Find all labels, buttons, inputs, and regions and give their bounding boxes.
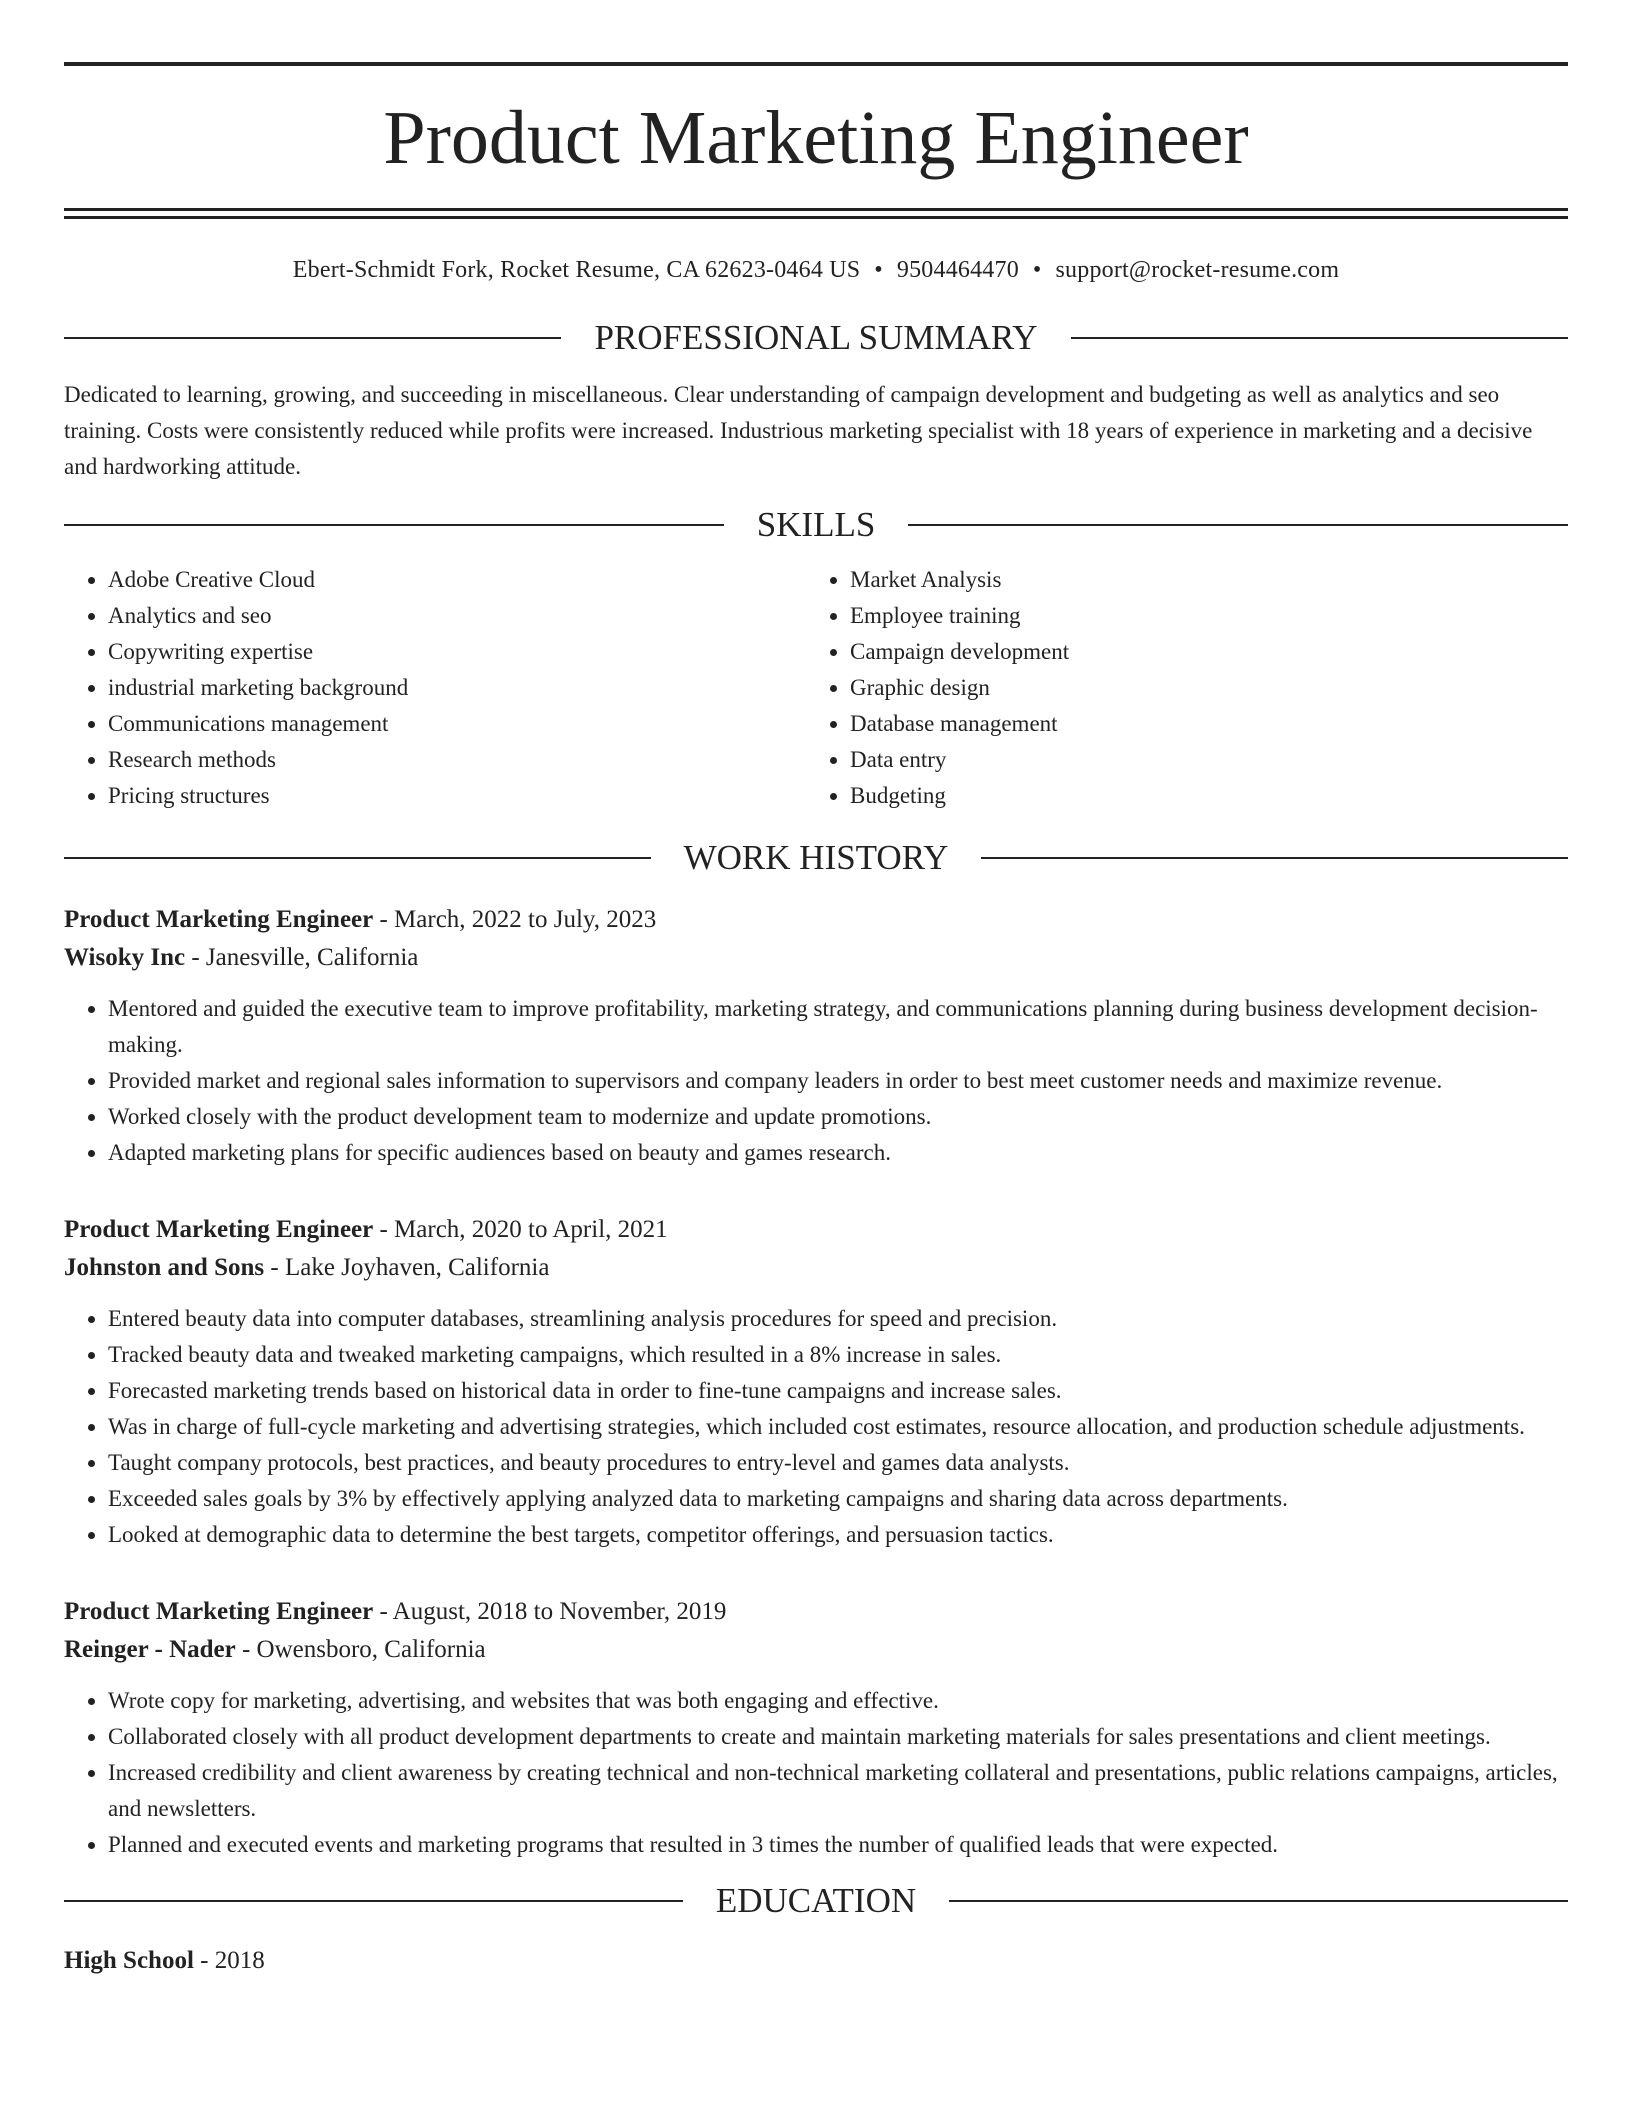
job-location: - Janesville, California	[185, 944, 419, 971]
skill-item: • Research methods	[108, 742, 806, 778]
work-title: WORK HISTORY	[683, 838, 949, 877]
contact-separator: •	[874, 257, 883, 283]
skill-item: • Analytics and seo	[108, 598, 806, 634]
job-bullets	[64, 1683, 1568, 1863]
job-role-line	[64, 1593, 1568, 1631]
work-heading	[64, 840, 1568, 875]
job-role-line	[64, 901, 1568, 939]
heading-rule	[64, 337, 561, 339]
job-bullet: • Wrote copy for marketing, advertising, and websites that was both engaging and effective.	[108, 1683, 1568, 1719]
job-entry	[64, 1211, 1568, 1553]
skill-item: • Budgeting	[850, 778, 1568, 814]
heading-rule	[908, 524, 1568, 526]
job-bullets	[64, 1301, 1568, 1553]
job-bullet: • Provided market and regional sales information to supervisors and company leaders in order to best meet customer needs and maximize revenue.	[108, 1063, 1568, 1099]
heading-rule	[949, 1900, 1568, 1902]
top-rule	[64, 62, 1568, 66]
skill-item: • Communications management	[108, 706, 806, 742]
job-bullet: • Forecasted marketing trends based on historical data in order to fine-tune campaigns and increase sales.	[108, 1373, 1568, 1409]
job-bullet: • Collaborated closely with all product development departments to create and maintain marketing materials for sales presentations and client meetings.	[108, 1719, 1568, 1755]
job-company-line	[64, 1249, 1568, 1287]
summary-text: Dedicated to learning, growing, and succeeding in miscellaneous. Clear understanding of campaign development and budgeting as well as analytics and seo training. Costs were consistently reduced while profits were increased. Industrious marketing specialist with 18 years of experience in marketing and a decisive and hardworking attitude.	[64, 382, 1533, 479]
job-dates: - March, 2022 to July, 2023	[373, 906, 657, 933]
heading-rule	[64, 1900, 683, 1902]
skill-item: • Database management	[850, 706, 1568, 742]
heading-rule	[64, 857, 651, 859]
skills-title: SKILLS	[756, 505, 876, 544]
job-bullet: • Worked closely with the product development team to modernize and update promotions.	[108, 1099, 1568, 1135]
job-bullets	[64, 991, 1568, 1171]
skills-column-left	[64, 562, 806, 814]
skills-list	[64, 562, 1568, 814]
skill-item: • Pricing structures	[108, 778, 806, 814]
job-bullet: • Looked at demographic data to determine the best targets, competitor offerings, and persuasion tactics.	[108, 1517, 1568, 1553]
skill-item: • Adobe Creative Cloud	[108, 562, 806, 598]
job-bullet: • Tracked beauty data and tweaked marketing campaigns, which resulted in a 8% increase in sales.	[108, 1337, 1568, 1373]
skill-item: • Campaign development	[850, 634, 1568, 670]
job-bullet: • Entered beauty data into computer databases, streamlining analysis procedures for speed and precision.	[108, 1301, 1568, 1337]
heading-rule	[1071, 337, 1568, 339]
job-bullet: • Mentored and guided the executive team to improve profitability, marketing strategy, and communications planning during business development decision-making.	[108, 991, 1568, 1063]
contact-email: support@rocket-resume.com	[1055, 257, 1340, 283]
job-company: Reinger - Nader	[64, 1636, 236, 1663]
job-role: Product Marketing Engineer	[64, 1598, 374, 1625]
education-year: - 2018	[193, 1947, 265, 1974]
job-role: Product Marketing Engineer	[64, 1216, 374, 1243]
job-entry	[64, 901, 1568, 1171]
job-company: Wisoky Inc	[64, 944, 186, 971]
education-title: EDUCATION	[715, 1881, 917, 1920]
job-dates: - March, 2020 to April, 2021	[373, 1216, 668, 1243]
skill-item: • Data entry	[850, 742, 1568, 778]
job-role: Product Marketing Engineer	[64, 906, 374, 933]
education-school: High School	[64, 1947, 194, 1974]
skill-item: • Employee training	[850, 598, 1568, 634]
job-entry	[64, 1593, 1568, 1863]
education-entry	[64, 1942, 1568, 1980]
contact-separator: •	[1032, 257, 1042, 283]
job-role-line	[64, 1211, 1568, 1249]
skill-item: • Market Analysis	[850, 562, 1568, 598]
summary-title: PROFESSIONAL SUMMARY	[594, 318, 1038, 357]
skill-item: • Copywriting expertise	[108, 634, 806, 670]
job-company-line	[64, 1631, 1568, 1669]
skill-item: • industrial marketing background	[108, 670, 806, 706]
heading-rule	[981, 857, 1568, 859]
job-location: - Lake Joyhaven, California	[264, 1254, 550, 1281]
job-bullet: • Exceeded sales goals by 3% by effectively applying analyzed data to marketing campaigns and sharing data across departments.	[108, 1481, 1568, 1517]
job-bullet: • Increased credibility and client awareness by creating technical and non-technical marketing collateral and presentations, public relations campaigns, articles, and newsletters.	[108, 1755, 1568, 1827]
contact-address: Ebert-Schmidt Fork, Rocket Resume, CA 62623-0464 US	[292, 257, 861, 283]
job-bullet: • Was in charge of full-cycle marketing and advertising strategies, which included cost estimates, resource allocation, and production schedule adjustments.	[108, 1409, 1568, 1445]
job-company: Johnston and Sons	[64, 1254, 265, 1281]
job-bullet: • Planned and executed events and marketing programs that resulted in 3 times the number of qualified leads that were expected.	[108, 1827, 1568, 1863]
job-bullet: • Taught company protocols, best practices, and beauty procedures to entry-level and games data analysts.	[108, 1445, 1568, 1481]
contact-line	[64, 257, 1568, 284]
job-company-line	[64, 939, 1568, 977]
skills-heading	[64, 507, 1568, 542]
job-bullet: • Adapted marketing plans for specific audiences based on beauty and games research.	[108, 1135, 1568, 1171]
education-heading	[64, 1883, 1568, 1918]
job-dates: - August, 2018 to November, 2019	[373, 1598, 727, 1625]
skill-item: • Graphic design	[850, 670, 1568, 706]
heading-rule	[64, 524, 724, 526]
title-double-rule	[64, 208, 1568, 219]
contact-phone: 9504464470	[896, 257, 1019, 283]
skills-column-right	[806, 562, 1568, 814]
resume-title: Product Marketing Engineer	[383, 96, 1249, 180]
job-location: - Owensboro, California	[235, 1636, 486, 1663]
summary-heading	[64, 320, 1568, 355]
